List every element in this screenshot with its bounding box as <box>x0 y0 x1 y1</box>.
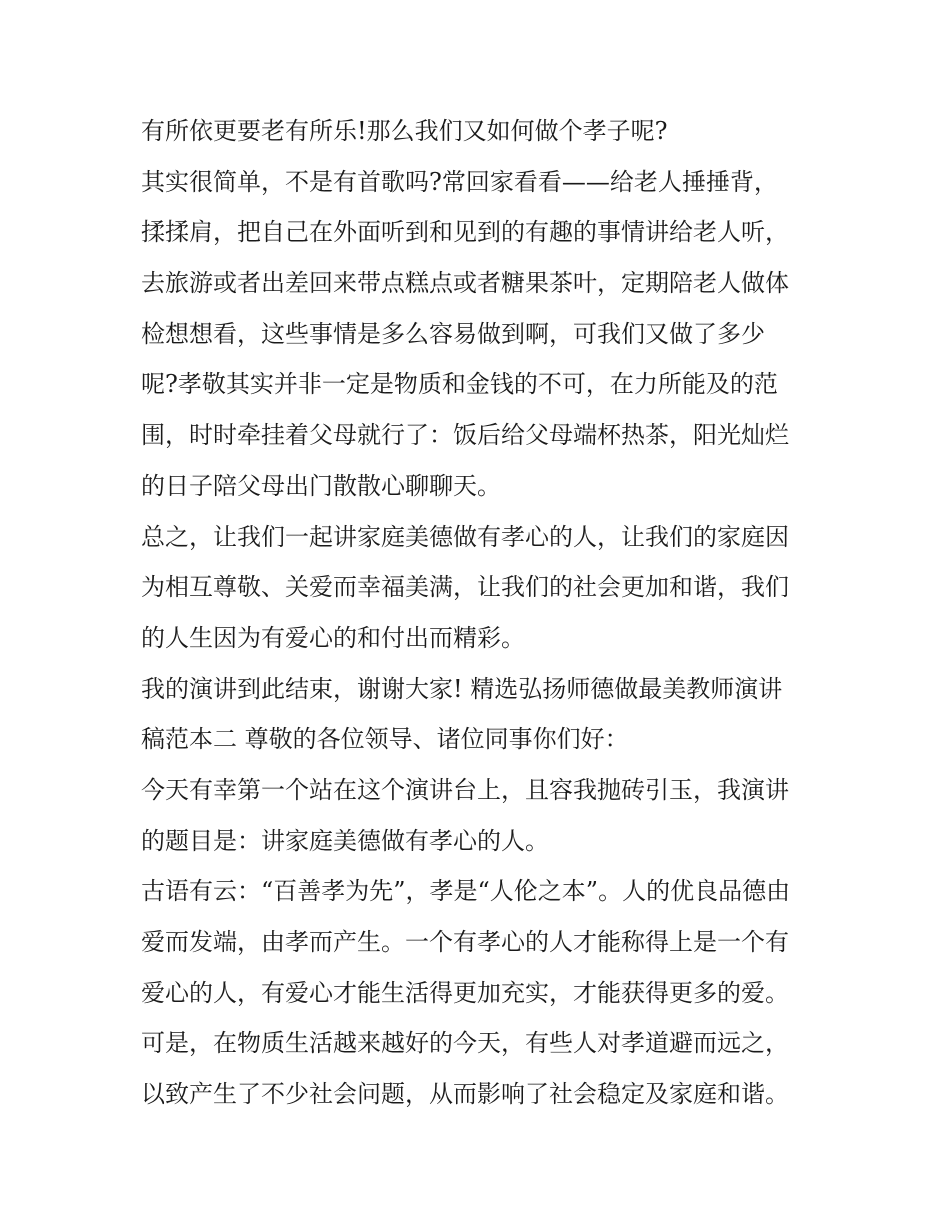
text-line: 围，时时牵挂着父母就行了：饭后给父母端杯热茶，阳光灿烂 <box>141 421 789 450</box>
text-line: 为相互尊敬、关爱而幸福美满，让我们的社会更加和谐，我们 <box>141 573 789 602</box>
text-line: 我的演讲到此结束，谢谢大家! 精选弘扬师德做最美教师演讲 <box>141 674 783 703</box>
text-line: 有所依更要老有所乐!那么我们又如何做个孝子呢? <box>141 117 668 145</box>
text-line: 去旅游或者出差回来带点糕点或者糖果茶叶，定期陪老人做体 <box>141 269 789 298</box>
text-line: 稿范本二 尊敬的各位领导、诸位同事你们好： <box>141 725 629 754</box>
text-line: 的人生因为有爱心的和付出而精彩。 <box>141 623 525 652</box>
text-line: 今天有幸第一个站在这个演讲台上，且容我抛砖引玉，我演讲 <box>141 775 789 804</box>
text-line: 古语有云：“百善孝为先”，孝是“人伦之本”。人的优良品德由 <box>141 877 791 906</box>
text-line: 检想想看，这些事情是多么容易做到啊，可我们又做了多少 <box>141 319 765 348</box>
text-line: 呢?孝敬其实并非一定是物质和金钱的不可，在力所能及的范 <box>141 370 778 399</box>
text-line: 爱心的人，有爱心才能生活得更加充实，才能获得更多的爱。 <box>141 978 789 1007</box>
text-line: 其实很简单，不是有首歌吗?常回家看看——给老人捶捶背， <box>141 167 778 196</box>
text-line: 爱而发端，由孝而产生。一个有孝心的人才能称得上是一个有 <box>141 928 789 956</box>
text-line: 可是，在物质生活越来越好的今天，有些人对孝道避而远之， <box>141 1029 789 1058</box>
text-line: 以致产生了不少社会问题，从而影响了社会稳定及家庭和谐。 <box>141 1080 789 1109</box>
text-line: 总之，让我们一起讲家庭美德做有孝心的人，让我们的家庭因 <box>141 522 789 551</box>
text-line: 的日子陪父母出门散散心聊聊天。 <box>141 471 501 500</box>
text-line: 的题目是：讲家庭美德做有孝心的人。 <box>141 826 549 855</box>
body-text <box>141 106 821 1120</box>
text-line: 揉揉肩，把自己在外面听到和见到的有趣的事情讲给老人听， <box>141 218 789 247</box>
